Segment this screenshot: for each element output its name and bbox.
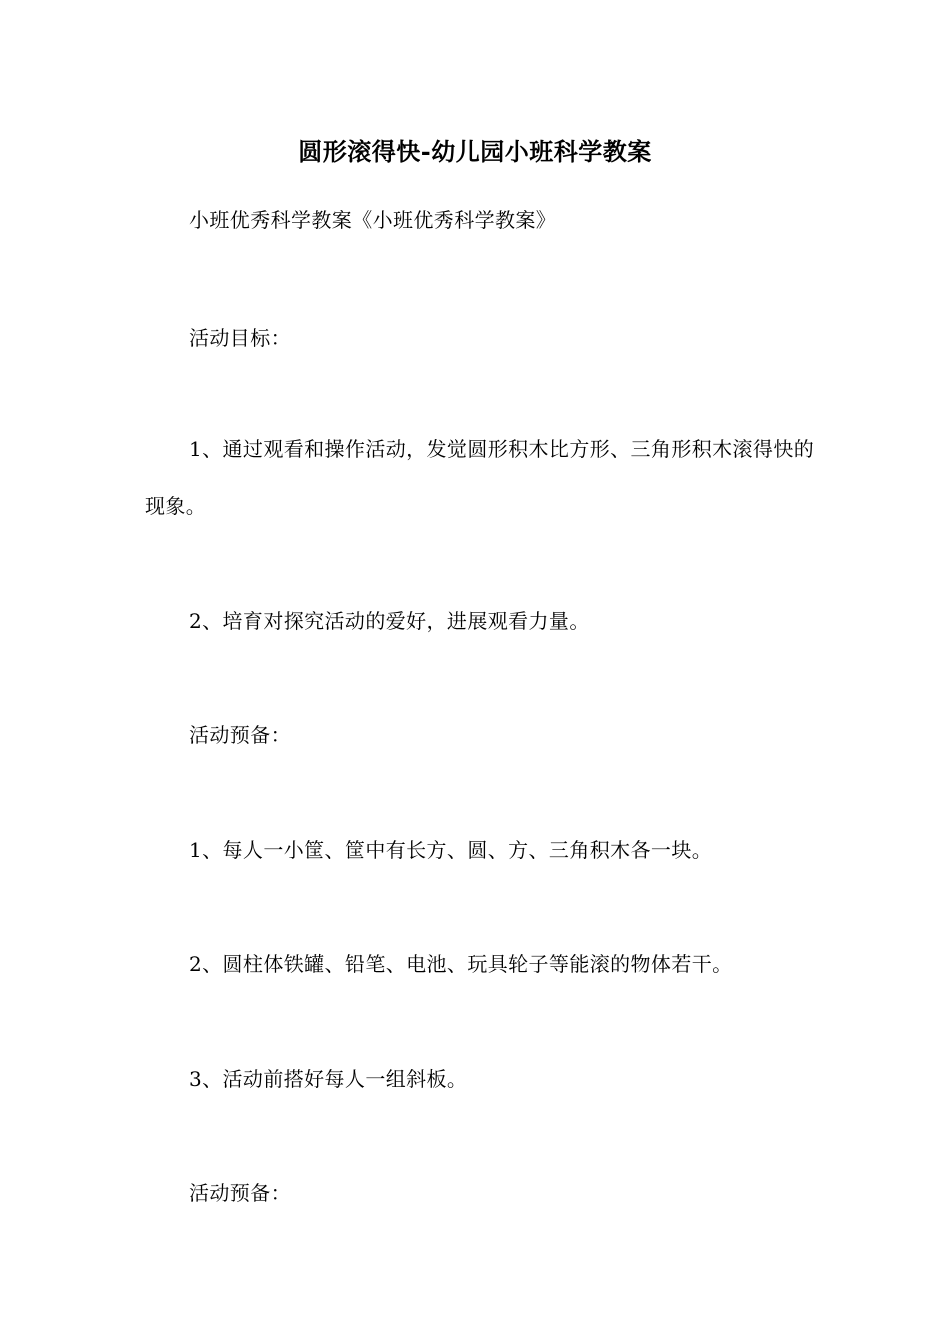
paragraph-preparation-2: 2、圆柱体铁罐、铅笔、电池、玩具轮子等能滚的物体若干。: [189, 952, 733, 976]
paragraph-goal-1: 1、通过观看和操作活动，发觉圆形积木比方形、三角形积木滚得快的现象。: [145, 437, 815, 518]
paragraph-heading-preparation-2: 活动预备：: [189, 1181, 291, 1205]
paragraph-subtitle: 小班优秀科学教案《小班优秀科学教案》: [189, 208, 557, 232]
paragraph-preparation-3: 3、活动前搭好每人一组斜板。: [189, 1067, 468, 1091]
paragraph-preparation-1: 1、每人一小筐、筐中有长方、圆、方、三角积木各一块。: [189, 838, 713, 862]
document-title: 圆形滚得快-幼儿园小班科学教案: [298, 137, 652, 166]
paragraph-goal-2: 2、培育对探究活动的爱好，进展观看力量。: [189, 609, 590, 633]
paragraph-heading-preparation: 活动预备：: [189, 723, 291, 747]
paragraph-heading-goals: 活动目标：: [189, 326, 291, 350]
